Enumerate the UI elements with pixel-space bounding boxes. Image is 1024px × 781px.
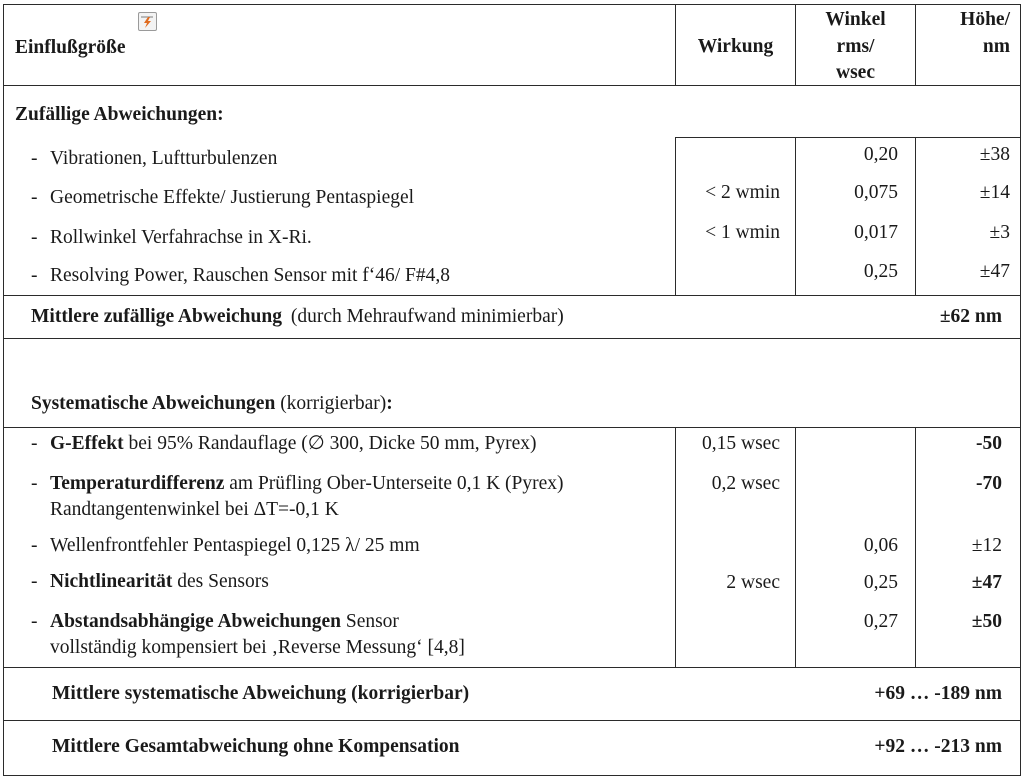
random-row-3-height: ±3 xyxy=(989,222,1010,243)
systematic-title-colon: : xyxy=(386,393,393,414)
systematic-row-1-text: bei 95% Randauflage (∅ 300, Dicke 50 mm, Pyrex) xyxy=(123,433,537,454)
systematic-row-5-text: Sensor xyxy=(340,611,399,632)
header-angle-line2: rms/ xyxy=(836,36,875,57)
systematic-summary-rule xyxy=(3,720,1021,721)
random-summary-label: Mittlere zufällige Abweichung xyxy=(31,306,282,327)
systematic-row-2-height: -70 xyxy=(976,473,1002,494)
systematic-row-1-label xyxy=(50,432,537,456)
systematic-row-2-bold: Temperaturdifferenz xyxy=(50,473,225,494)
systematic-row-1-effect: 0,15 wsec xyxy=(702,433,780,454)
header-height-line1: Höhe/ xyxy=(960,9,1010,30)
systematic-row-4-effect: 2 wsec xyxy=(726,572,780,593)
systematic-row-2-line2: Randtangentenwinkel bei ΔT=-0,1 K xyxy=(50,499,339,520)
random-row-1-dash: - xyxy=(31,148,38,169)
systematic-row-4-height: ±47 xyxy=(971,572,1002,593)
random-row-3-dash: - xyxy=(31,227,38,248)
col-rule-systematic-1 xyxy=(675,427,676,668)
systematic-row-5-height: ±50 xyxy=(971,611,1002,632)
random-row-2-effect: < 2 wmin xyxy=(705,182,780,203)
systematic-summary-label: Mittlere systematische Abweichung (korrigierbar) xyxy=(52,683,470,704)
systematic-row-1-bold: G-Effekt xyxy=(50,433,124,454)
random-row-2-height: ±14 xyxy=(979,182,1010,203)
header-angle-line3: wsec xyxy=(836,62,875,83)
random-row-2-label: Geometrische Effekte/ Justierung Pentaspiegel xyxy=(50,187,415,208)
systematic-row-2-text: am Prüfling Ober-Unterseite 0,1 K (Pyrex) xyxy=(224,473,564,494)
random-section-title: Zufällige Abweichungen: xyxy=(15,104,224,125)
random-row-1-height: ±38 xyxy=(979,144,1010,165)
systematic-row-3-height: ±12 xyxy=(971,535,1002,556)
header-height-line2: nm xyxy=(982,36,1010,57)
random-row-4-angle: 0,25 xyxy=(863,261,898,282)
total-summary-label: Mittlere Gesamtabweichung ohne Kompensation xyxy=(52,736,460,757)
header-influence: Einflußgröße xyxy=(15,37,126,58)
systematic-row-4-dash: - xyxy=(31,571,38,592)
systematic-rows-bottom-rule xyxy=(3,667,1021,668)
systematic-row-3-dash: - xyxy=(31,535,38,556)
systematic-row-5-line2: vollständig kompensiert bei ‚Reverse Messung‘ [4,8] xyxy=(50,637,465,658)
random-row-1-label: Vibrationen, Luftturbulenzen xyxy=(50,148,278,169)
random-summary-value: ±62 nm xyxy=(939,306,1002,327)
table-bottom-border xyxy=(3,775,1021,776)
systematic-row-4-bold: Nichtlinearität xyxy=(50,571,173,592)
systematic-row-2-dash: - xyxy=(31,473,38,494)
header-effect: Wirkung xyxy=(697,36,774,57)
random-rows-top-rule xyxy=(675,137,1021,138)
systematic-row-1-dash: - xyxy=(31,433,38,454)
systematic-rows-top-rule xyxy=(3,427,1021,428)
systematic-row-1-height: -50 xyxy=(976,433,1002,454)
systematic-summary-value: +69 … -189 nm xyxy=(874,683,1002,704)
systematic-row-5-angle: 0,27 xyxy=(863,611,898,632)
systematic-title-note: (korrigierbar) xyxy=(280,393,387,414)
systematic-row-3-label xyxy=(50,534,420,558)
systematic-row-2-effect: 0,2 wsec xyxy=(711,473,780,494)
random-row-2-dash: - xyxy=(31,187,38,208)
systematic-row-4-text: des Sensors xyxy=(172,571,269,592)
random-summary-note: (durch Mehraufwand minimierbar) xyxy=(290,306,564,327)
header-rule xyxy=(3,85,1021,86)
random-row-4-label: Resolving Power, Rauschen Sensor mit f‘46/ F#4,8 xyxy=(50,265,451,286)
random-row-3-angle: 0,017 xyxy=(854,222,898,243)
random-row-4-dash: - xyxy=(31,265,38,286)
systematic-row-3-angle: 0,06 xyxy=(863,535,898,556)
table-left-border xyxy=(3,4,4,776)
systematic-row-5-dash: - xyxy=(31,611,38,632)
systematic-row-4-label xyxy=(50,570,269,594)
random-summary-rule xyxy=(3,338,1021,339)
table-top-border xyxy=(3,4,1021,5)
systematic-row-2-label xyxy=(50,472,564,496)
comment-pin-icon[interactable] xyxy=(138,12,157,31)
systematic-section-title xyxy=(31,392,393,416)
systematic-title-label: Systematische Abweichungen xyxy=(31,393,276,414)
systematic-row-5-label xyxy=(50,610,399,634)
random-row-2-angle: 0,075 xyxy=(854,182,898,203)
total-summary-value: +92 … -213 nm xyxy=(874,736,1002,757)
systematic-row-5-bold: Abstandsabhängige Abweichungen xyxy=(50,611,341,632)
random-row-3-effect: < 1 wmin xyxy=(705,222,780,243)
random-row-4-height: ±47 xyxy=(979,261,1010,282)
random-row-3-label: Rollwinkel Verfahrachse in X-Ri. xyxy=(50,227,312,248)
header-angle-line1: Winkel xyxy=(825,9,886,30)
random-row-1-angle: 0,20 xyxy=(863,144,898,165)
systematic-row-3-text: Wellenfrontfehler Pentaspiegel 0,125 λ/ 25 mm xyxy=(50,535,420,556)
col-rule-random-1 xyxy=(675,137,676,296)
table-right-border xyxy=(1020,4,1021,776)
systematic-row-4-angle: 0,25 xyxy=(863,572,898,593)
random-summary xyxy=(31,305,564,329)
random-rows-bottom-rule xyxy=(3,295,1021,296)
